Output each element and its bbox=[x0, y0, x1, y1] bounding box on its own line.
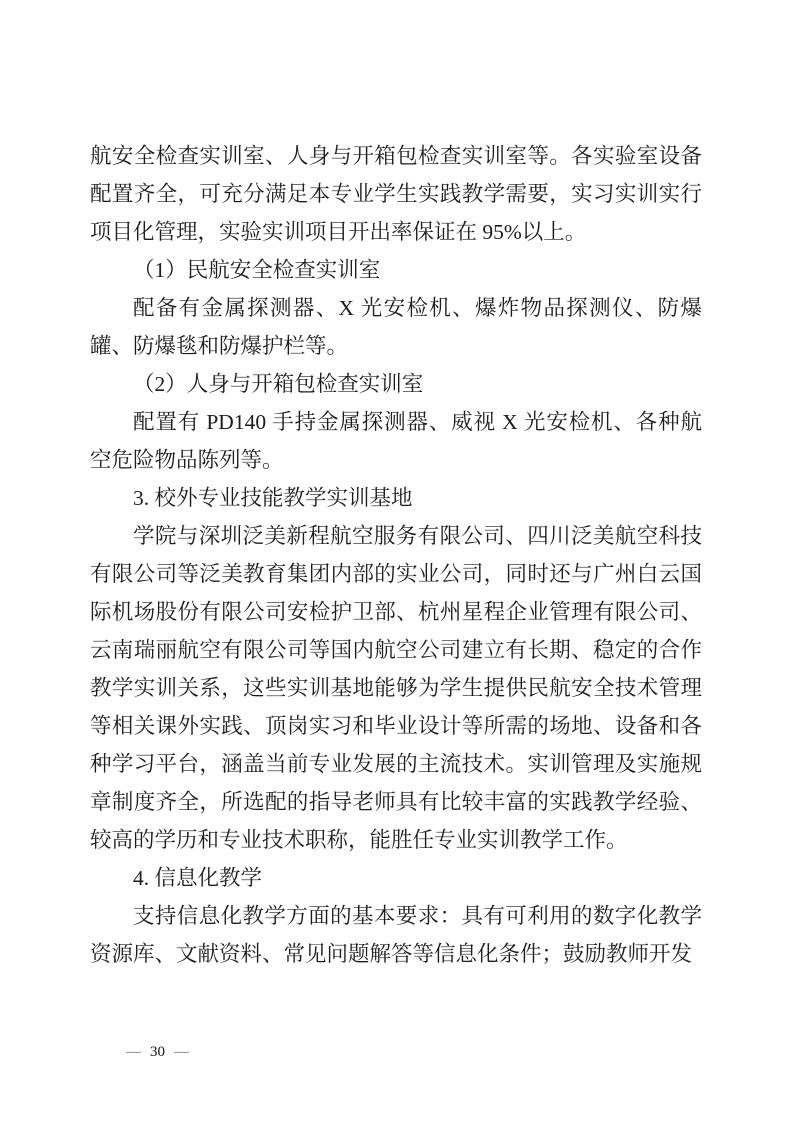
heading-informatization-teaching: 4. 信息化教学 bbox=[133, 866, 263, 890]
heading-off-campus-training-bases: 3. 校外专业技能教学实训基地 bbox=[133, 486, 413, 510]
heading-body-and-baggage-check-room: （2）人身与开箱包检查实训室 bbox=[133, 372, 424, 396]
paragraph-labs-overview-continuation: 航安全检查实训室、人身与开箱包检查实训室等。各实验室设备配置齐全，可充分满足本专业学生实践教学需要，实习实训实行项目化管理，实验实训项目开出率保证在 95%以上。 bbox=[90, 144, 702, 244]
footer-dash-right: — bbox=[174, 1043, 189, 1060]
document-body bbox=[90, 137, 702, 973]
page-footer bbox=[126, 1040, 189, 1064]
paragraph-body-and-baggage-room-equipment: 配置有 PD140 手持金属探测器、威视 X 光安检机、各种航空危险物品陈列等。 bbox=[90, 410, 702, 472]
footer-dash-left: — bbox=[126, 1043, 141, 1060]
page-number: 30 bbox=[150, 1043, 165, 1060]
heading-civil-aviation-security-check-room: （1）民航安全检查实训室 bbox=[133, 258, 381, 282]
paragraph-security-check-room-equipment: 配备有金属探测器、X 光安检机、爆炸物品探测仪、防爆罐、防爆毯和防爆护栏等。 bbox=[90, 296, 702, 358]
paragraph-informatization-teaching-details: 支持信息化教学方面的基本要求：具有可利用的数字化教学资源库、文献资料、常见问题解答等信息化条件；鼓励教师开发 bbox=[90, 904, 702, 966]
paragraph-off-campus-training-details: 学院与深圳泛美新程航空服务有限公司、四川泛美航空科技有限公司等泛美教育集团内部的实业公司，同时还与广州白云国际机场股份有限公司安检护卫部、杭州星程企业管理有限公司、云南瑞丽航空有限公司等国内航空公司建立有长期、稳定的合作教学实训关系，这些实训基地能够为学生提供民航安全技术管理等相关课外实践、顶岗实习和毕业设计等所需的场地、设备和各种学习平台，涵盖当前专业发展的主流技术。实训管理及实施规章制度齐全，所选配的指导老师具有比较丰富的实践教学经验、较高的学历和专业技术职称，能胜任专业实训教学工作。 bbox=[90, 524, 702, 852]
